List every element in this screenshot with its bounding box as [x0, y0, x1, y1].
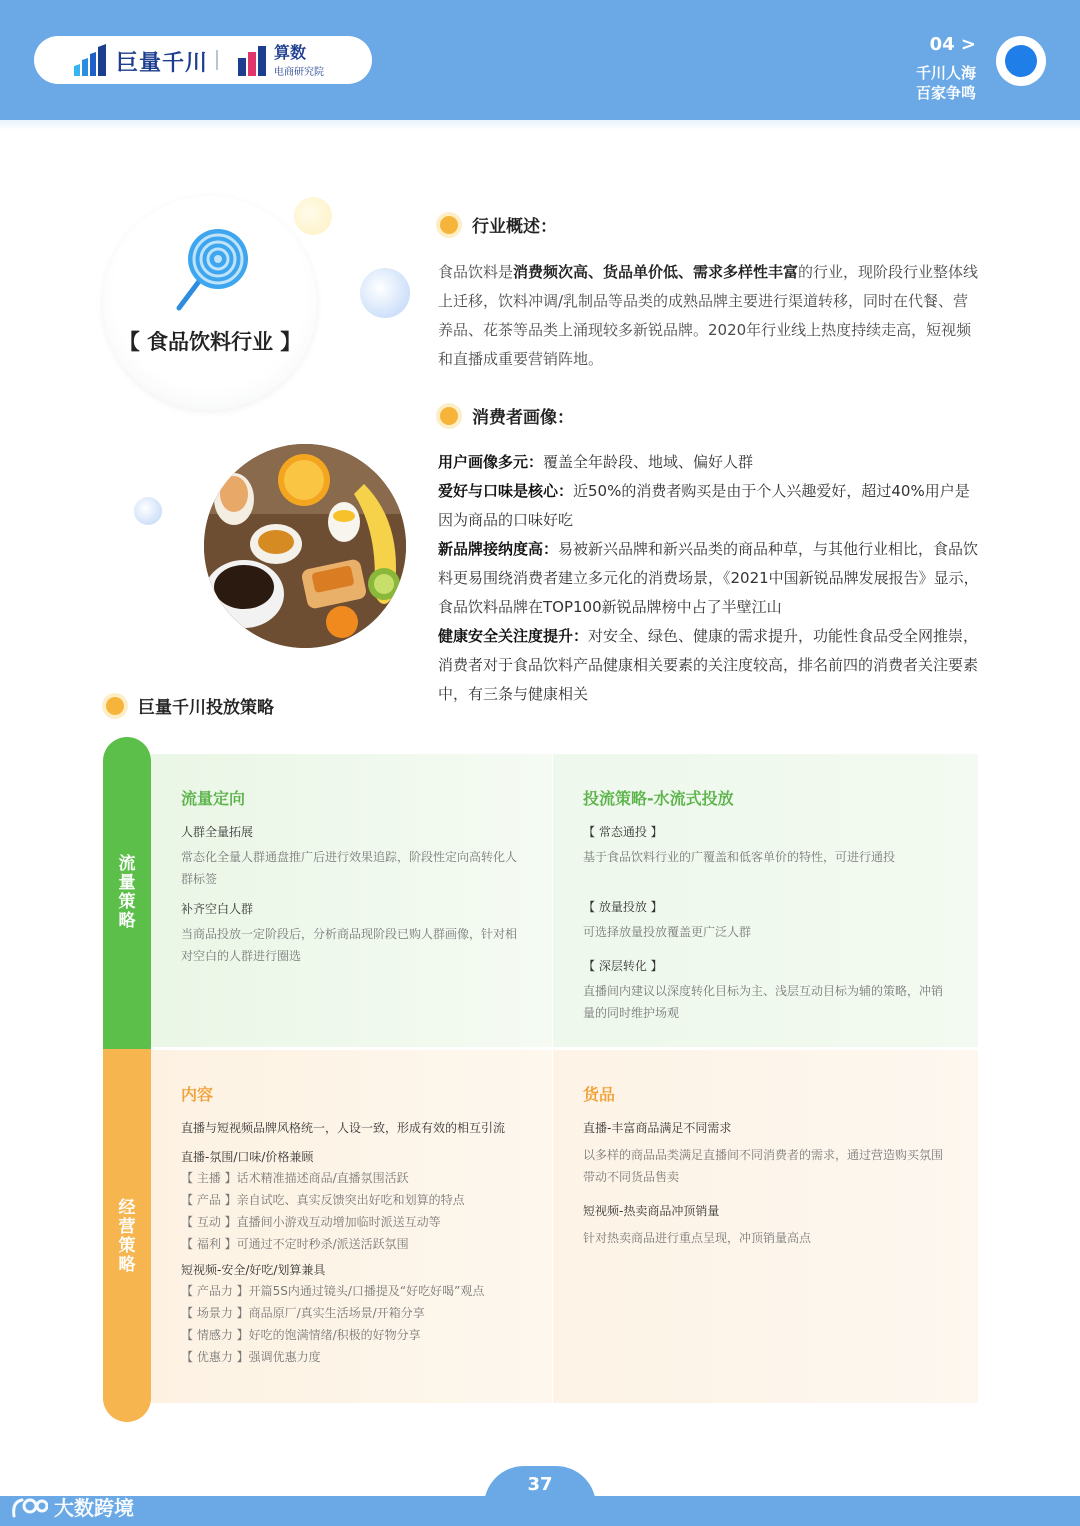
strategy-heading-text: 巨量千川投放策略 [138, 698, 274, 718]
bullet-dot-icon [106, 697, 124, 715]
consumer-item-label: 爱好与口味是核心： [438, 482, 574, 500]
watermark-text: 大数跨境 [54, 1496, 134, 1520]
side-char: 流 [118, 854, 136, 874]
consumer-item-text: 对安全、绿色、健康的需求提升，功能性食品受全网推崇，消费者对于食品饮料产品健康相关要素的关注度较高，排名前四的消费者关注要素中，有三条与健康相关 [438, 627, 979, 703]
traffic-target-s1-text: 常态化全量人群通盘推广后进行效果追踪，阶段性定向高转化人群标签 [181, 850, 518, 886]
ops-strategy-label [103, 1199, 151, 1275]
overview-heading-text: 行业概述： [472, 217, 557, 237]
chapter-title-line1: 千川人海 [915, 64, 976, 82]
goods-s1-title: 直播-丰富商品满足不同需求 [583, 1121, 732, 1135]
bullet-dot-icon [440, 407, 458, 425]
consumer-profile [438, 448, 980, 709]
decor-bubble-blue [360, 268, 410, 318]
industry-badge [103, 196, 317, 410]
traffic-target-s2-title: 补齐空白人群 [181, 902, 254, 916]
traffic-strategy-bar [103, 737, 151, 1049]
traffic-target-panel [151, 754, 552, 1047]
content-video-item: 【 产品力 】开篇5S内通过镜头/口播提及“好吃好喝”观点 [181, 1284, 485, 1298]
logo-divider [216, 50, 218, 70]
goods-s2-text: 针对热卖商品进行重点呈现，冲顶销量高点 [583, 1231, 812, 1245]
consumer-item-label: 健康安全关注度提升： [438, 627, 589, 645]
goods-s1-text: 以多样的商品品类满足直播间不同消费者的需求，通过营造购买氛围带动不同货品售卖 [583, 1148, 944, 1184]
side-char: 经 [118, 1198, 136, 1218]
side-char: 量 [118, 873, 136, 893]
suanshu-logo-icon [236, 44, 268, 76]
content-video-item: 【 情感力 】好吃的饱满情绪/积极的好物分享 [181, 1328, 421, 1342]
page-header [0, 0, 1080, 124]
breakfast-illustration [204, 444, 406, 648]
consumer-item [438, 622, 980, 709]
consumer-item-text: 覆盖全年龄段、地域、偏好人群 [543, 453, 754, 471]
consumer-heading-text: 消费者画像： [472, 408, 574, 428]
consumer-item-label: 用户画像多元： [438, 453, 544, 471]
consumer-item [438, 477, 980, 535]
traffic-target-s2-text: 当商品投放一定阶段后，分析商品现阶段已购人群画像，针对相对空白的人群进行圈选 [181, 927, 518, 963]
side-char: 营 [118, 1217, 136, 1237]
overview-rest: 的行业，现阶段行业整体线上迁移，饮料冲调/乳制品等品类的成熟品牌主要进行渠道转移，同时在代餐、营养品、花茶等品类上涌现较多新锐品牌。2020年行业线上热度持续走高，短视频和直播成重要营销阵地。 [438, 263, 979, 368]
content-live-title: 直播-氛围/口味/价格兼顾 [181, 1150, 314, 1164]
goods-title: 货品 [583, 1085, 616, 1104]
traffic-target-s1-title: 人群全量拓展 [181, 825, 254, 839]
decor-bubble-blue-small [134, 497, 162, 525]
consumer-item-label: 新品牌接纳度高： [438, 540, 559, 558]
strategy-heading [106, 693, 274, 718]
side-char: 略 [118, 911, 136, 931]
traffic-flow-s2-title: 【 放量投放 】 [583, 900, 663, 914]
decor-bubble-yellow [294, 197, 332, 235]
traffic-flow-s1-text: 基于食品饮料行业的广覆盖和低客单价的特性，可进行通投 [583, 850, 896, 864]
content-title: 内容 [181, 1085, 214, 1104]
traffic-flow-s3-title: 【 深层转化 】 [583, 959, 663, 973]
goods-s2-title: 短视频-热卖商品冲顶销量 [583, 1204, 720, 1218]
traffic-flow-panel [553, 754, 978, 1047]
chapter-number: 04 > [929, 34, 976, 55]
side-char: 策 [118, 1236, 136, 1256]
consumer-item [438, 448, 980, 477]
juliang-logo-icon [72, 44, 108, 76]
industry-title: 【 食品饮料行业 】 [118, 330, 302, 354]
watermark [10, 1492, 134, 1521]
content-line1: 直播与短视频品牌风格统一，人设一致，形成有效的相互引流 [181, 1121, 506, 1135]
content-live-item: 【 主播 】话术精准描述商品/直播氛围活跃 [181, 1171, 409, 1185]
consumer-item-text: 近50%的消费者购买是由于个人兴趣爱好，超过40%用户是因为商品的口味好吃 [438, 482, 970, 529]
suanshu-logo-subtitle: 电商研究院 [274, 67, 324, 78]
traffic-strategy-label [103, 855, 151, 931]
content-live-item: 【 产品 】亲自试吃、真实反馈突出好吃和划算的特点 [181, 1193, 465, 1207]
juliang-logo-text: 巨量千川 [116, 51, 209, 76]
overview-heading [440, 212, 557, 237]
suanshu-logo-text: 算数 [274, 43, 307, 62]
traffic-flow-s3-text: 直播间内建议以深度转化目标为主、浅层互动目标为辅的策略，冲销量的同时维护场观 [583, 984, 944, 1020]
ops-strategy-bar [103, 1049, 151, 1422]
traffic-flow-s1-title: 【 常态通投 】 [583, 825, 663, 839]
content-panel [151, 1050, 552, 1403]
side-char: 策 [118, 892, 136, 912]
lollipop-icon [173, 226, 253, 311]
content-live-item: 【 互动 】直播间小游戏互动增加临时派送互动等 [181, 1215, 441, 1229]
consumer-item-text: 易被新兴品牌和新兴品类的商品种草，与其他行业相比，食品饮料更易围绕消费者建立多元化的消费场景，《2021中国新锐品牌发展报告》显示，食品饮料品牌在TOP100新锐品牌榜中占了半壁江山 [438, 540, 979, 616]
content-live-item: 【 福利 】可通过不定时秒杀/派送活跃氛围 [181, 1237, 409, 1251]
traffic-flow-title: 投流策略-水流式投放 [583, 789, 734, 808]
content-video-item: 【 优惠力 】强调优惠力度 [181, 1350, 321, 1364]
side-char: 略 [118, 1255, 136, 1275]
consumer-heading [440, 403, 574, 428]
bullet-dot-icon [440, 216, 458, 234]
traffic-flow-s2-text: 可选择放量投放覆盖更广泛人群 [583, 925, 752, 939]
content-video-title: 短视频-安全/好吃/划算兼具 [181, 1263, 326, 1277]
goods-panel [553, 1050, 978, 1403]
content-video-item: 【 场景力 】商品原厂/真实生活场景/开箱分享 [181, 1306, 425, 1320]
consumer-item [438, 535, 980, 622]
overview-intro: 食品饮料是 [438, 263, 514, 281]
page-number: 37 [527, 1474, 553, 1495]
logo-pill [34, 36, 372, 84]
traffic-target-title: 流量定向 [181, 789, 246, 808]
chapter-dot-icon [996, 36, 1046, 86]
overview-highlight: 消费频次高、货品单价低、需求多样性丰富 [513, 263, 799, 281]
overview-paragraph [438, 258, 980, 374]
food-photo [204, 444, 406, 648]
chapter-title-line2: 百家争鸣 [915, 84, 976, 102]
watermark-logo-icon [10, 1494, 48, 1520]
